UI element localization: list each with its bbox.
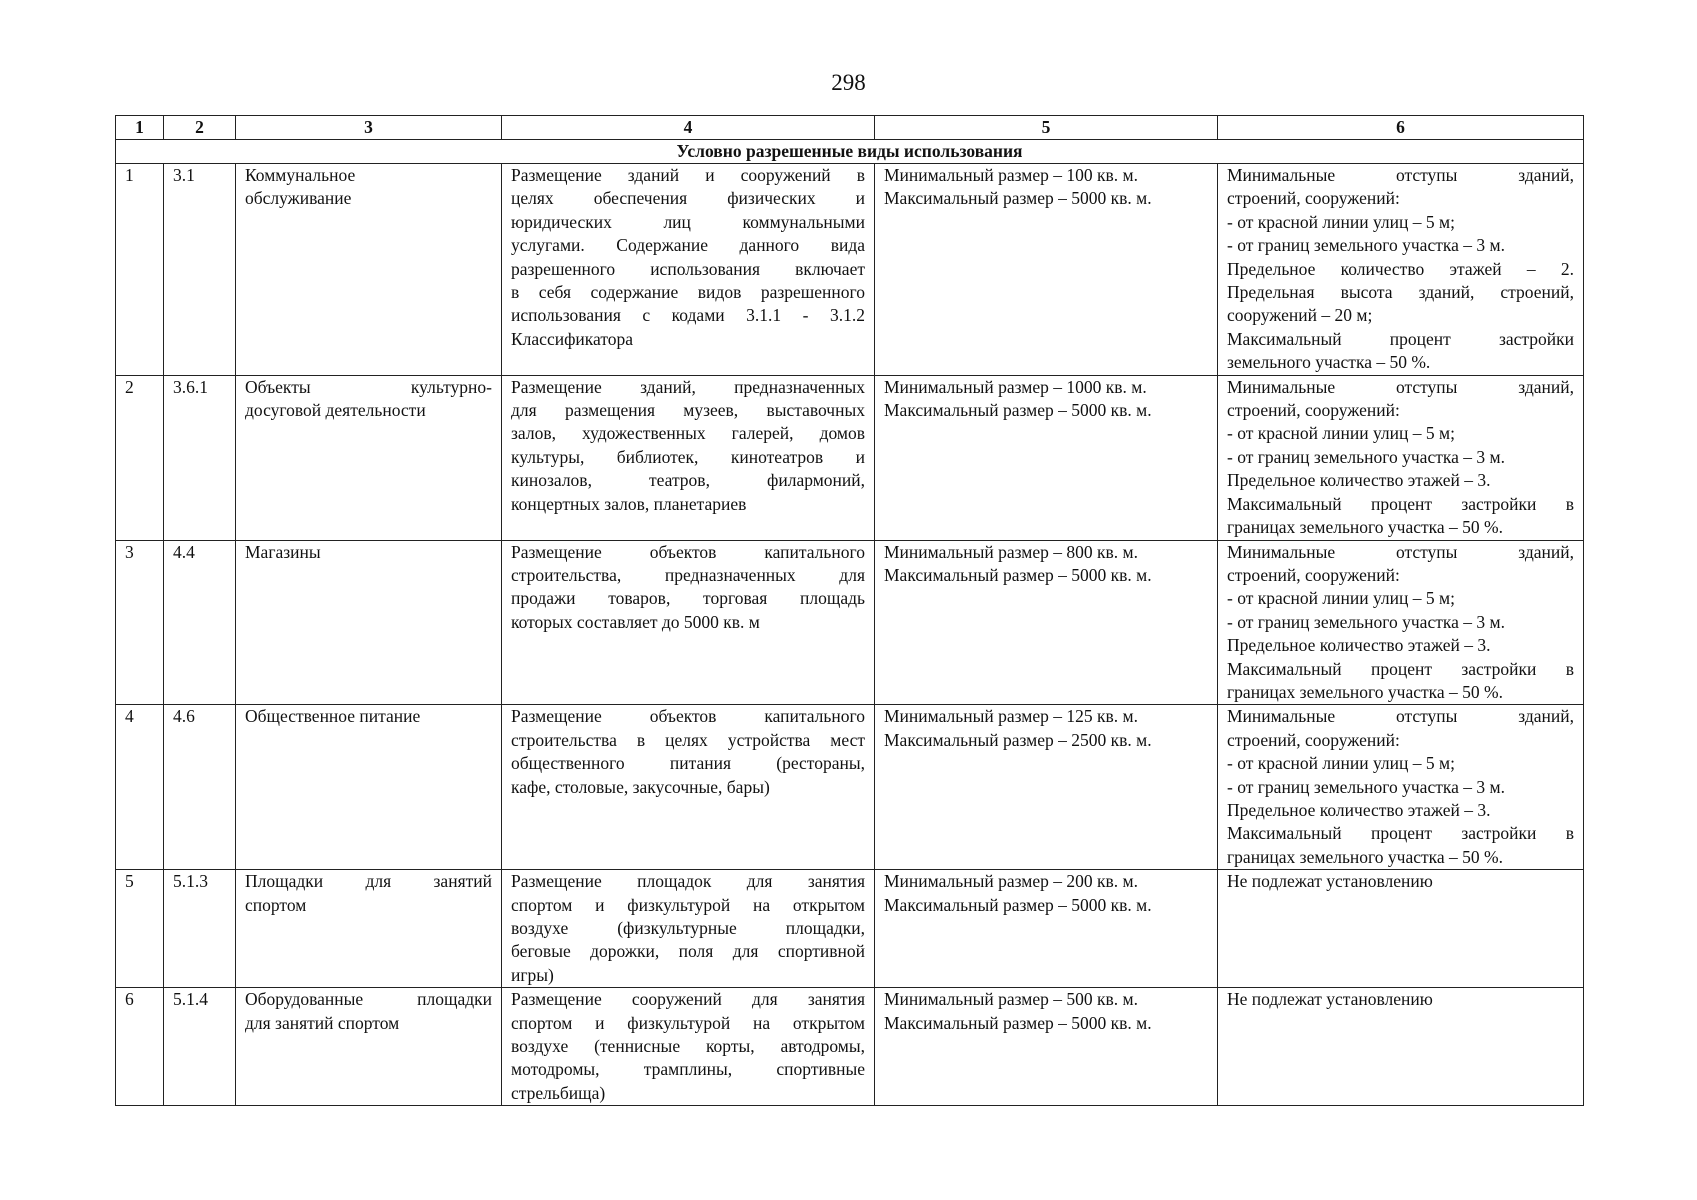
classifier-code: 5.1.4 bbox=[164, 988, 236, 1106]
construction-parameters-line: Минимальные отступы зданий, bbox=[1227, 541, 1574, 562]
construction-parameters-line: Не подлежат установлению bbox=[1227, 989, 1433, 1010]
header-col-5: 5 bbox=[875, 116, 1218, 140]
construction-parameters-line: Минимальные отступы зданий, bbox=[1227, 376, 1574, 397]
plot-size-limits-line: Максимальный размер – 5000 кв. м. bbox=[884, 1012, 1152, 1033]
use-type-name-line: Площадки для занятий bbox=[245, 871, 492, 892]
use-description bbox=[502, 705, 875, 870]
construction-parameters bbox=[1218, 870, 1584, 988]
construction-parameters-line: Предельное количество этажей – 3. bbox=[1227, 799, 1491, 820]
use-description-line: которых составляет до 5000 кв. м bbox=[511, 611, 760, 632]
use-description-line: беговые дорожки, поля для спортивной bbox=[511, 941, 865, 962]
use-description bbox=[502, 540, 875, 705]
plot-size-limits bbox=[875, 375, 1218, 540]
use-type-name-line: обслуживание bbox=[245, 188, 352, 209]
use-description bbox=[502, 164, 875, 376]
construction-parameters-line: Минимальные отступы зданий, bbox=[1227, 706, 1574, 727]
use-type-name-line: Коммунальное bbox=[245, 165, 356, 185]
use-type-name bbox=[236, 705, 502, 870]
construction-parameters-line: Предельное количество этажей – 2. bbox=[1227, 258, 1574, 279]
header-col-4: 4 bbox=[502, 116, 875, 140]
row-number: 4 bbox=[116, 705, 164, 870]
use-description-line: разрешенного использования включает bbox=[511, 258, 865, 279]
plot-size-limits-line: Максимальный размер – 5000 кв. м. bbox=[884, 564, 1152, 585]
row-number: 1 bbox=[116, 164, 164, 376]
plot-size-limits bbox=[875, 870, 1218, 988]
construction-parameters bbox=[1218, 540, 1584, 705]
construction-parameters-line: строений, сооружений: bbox=[1227, 188, 1400, 209]
use-description-line: общественного питания (рестораны, bbox=[511, 753, 865, 774]
use-description-line: Размещение объектов капитального bbox=[511, 706, 865, 727]
classifier-code: 3.1 bbox=[164, 164, 236, 376]
use-description-line: Размещение площадок для занятия bbox=[511, 871, 865, 892]
construction-parameters-line: Максимальный процент застройки в bbox=[1227, 493, 1574, 514]
use-description-line: кинозалов, театров, филармоний, bbox=[511, 470, 865, 491]
plot-size-limits-line: Максимальный размер – 2500 кв. м. bbox=[884, 729, 1152, 750]
row-number: 2 bbox=[116, 375, 164, 540]
use-description bbox=[502, 375, 875, 540]
construction-parameters-line: Предельное количество этажей – 3. bbox=[1227, 635, 1491, 656]
header-col-2: 2 bbox=[164, 116, 236, 140]
use-description-line: строительства, предназначенных для bbox=[511, 564, 865, 585]
construction-parameters-line: Максимальный процент застройки bbox=[1227, 328, 1574, 349]
construction-parameters-line: Максимальный процент застройки в bbox=[1227, 658, 1574, 679]
table-row bbox=[116, 870, 1584, 988]
construction-parameters bbox=[1218, 705, 1584, 870]
plot-size-limits-line: Минимальный размер – 500 кв. м. bbox=[884, 989, 1138, 1010]
section-title: Условно разрешенные виды использования bbox=[116, 140, 1584, 164]
construction-parameters-line: - от границ земельного участка – 3 м. bbox=[1227, 446, 1505, 467]
construction-parameters-line: строений, сооружений: bbox=[1227, 564, 1400, 585]
construction-parameters-line: Максимальный процент застройки в bbox=[1227, 823, 1574, 844]
construction-parameters-line: Минимальные отступы зданий, bbox=[1227, 165, 1574, 185]
use-description-line: воздухе (физкультурные площадки, bbox=[511, 918, 865, 938]
plot-size-limits bbox=[875, 705, 1218, 870]
construction-parameters-line: - от красной линии улиц – 5 м; bbox=[1227, 588, 1455, 609]
use-description-line: воздухе (теннисные корты, автодромы, bbox=[511, 1036, 865, 1057]
use-description-line: игры) bbox=[511, 964, 554, 985]
row-number: 3 bbox=[116, 540, 164, 705]
table-body bbox=[116, 140, 1584, 1106]
use-description-line: залов, художественных галерей, домов bbox=[511, 423, 865, 444]
classifier-code: 4.4 bbox=[164, 540, 236, 705]
table-row bbox=[116, 540, 1584, 705]
row-number: 5 bbox=[116, 870, 164, 988]
use-description-line: Размещение сооружений для занятия bbox=[511, 989, 865, 1010]
use-type-name-line: спортом bbox=[245, 894, 307, 915]
plot-size-limits-line: Минимальный размер – 125 кв. м. bbox=[884, 706, 1138, 727]
plot-size-limits-line: Минимальный размер – 200 кв. м. bbox=[884, 871, 1138, 892]
table-row bbox=[116, 988, 1584, 1106]
plot-size-limits-line: Максимальный размер – 5000 кв. м. bbox=[884, 188, 1152, 209]
construction-parameters-line: границах земельного участка – 50 %. bbox=[1227, 517, 1503, 538]
construction-parameters-line: земельного участка – 50 %. bbox=[1227, 352, 1431, 373]
construction-parameters-line: строений, сооружений: bbox=[1227, 729, 1400, 750]
construction-parameters bbox=[1218, 988, 1584, 1106]
table-row bbox=[116, 164, 1584, 376]
construction-parameters-line: - от красной линии улиц – 5 м; bbox=[1227, 753, 1455, 774]
classifier-code: 3.6.1 bbox=[164, 375, 236, 540]
use-description-line: в себя содержание видов разрешенного bbox=[511, 282, 865, 303]
construction-parameters-line: границах земельного участка – 50 %. bbox=[1227, 846, 1503, 867]
table-row bbox=[116, 705, 1584, 870]
construction-parameters-line: - от границ земельного участка – 3 м. bbox=[1227, 611, 1505, 632]
page-number: 298 bbox=[831, 70, 866, 95]
construction-parameters-line: сооружений – 20 м; bbox=[1227, 305, 1373, 326]
use-description-line: целях обеспечения физических и bbox=[511, 188, 865, 209]
construction-parameters-line: Предельное количество этажей – 3. bbox=[1227, 470, 1491, 491]
plot-size-limits bbox=[875, 164, 1218, 376]
construction-parameters-line: границах земельного участка – 50 %. bbox=[1227, 681, 1503, 702]
use-description-line: строительства в целях устройства мест bbox=[511, 729, 865, 750]
use-type-name-line: досуговой деятельности bbox=[245, 400, 426, 421]
use-type-name-line: для занятий спортом bbox=[245, 1012, 400, 1033]
header-col-1: 1 bbox=[116, 116, 164, 140]
construction-parameters-line: - от красной линии улиц – 5 м; bbox=[1227, 211, 1455, 232]
use-type-name bbox=[236, 988, 502, 1106]
construction-parameters-line: Предельная высота зданий, строений, bbox=[1227, 282, 1574, 303]
classifier-code: 4.6 bbox=[164, 705, 236, 870]
plot-size-limits-line: Максимальный размер – 5000 кв. м. bbox=[884, 894, 1152, 915]
construction-parameters-line: - от красной линии улиц – 5 м; bbox=[1227, 423, 1455, 444]
table-row bbox=[116, 375, 1584, 540]
construction-parameters-line: - от границ земельного участка – 3 м. bbox=[1227, 776, 1505, 797]
construction-parameters bbox=[1218, 375, 1584, 540]
plot-size-limits-line: Минимальный размер – 100 кв. м. bbox=[884, 165, 1138, 185]
use-type-name bbox=[236, 164, 502, 376]
use-type-name bbox=[236, 870, 502, 988]
plot-size-limits bbox=[875, 540, 1218, 705]
use-description-line: Размещение зданий и сооружений в bbox=[511, 165, 865, 185]
use-description-line: услугами. Содержание данного вида bbox=[511, 235, 865, 256]
use-description-line: юридических лиц коммунальными bbox=[511, 211, 865, 232]
construction-parameters-line: Не подлежат установлению bbox=[1227, 871, 1433, 892]
use-type-name-line: Магазины bbox=[245, 541, 321, 562]
use-description-line: спортом и физкультурой на открытом bbox=[511, 894, 865, 915]
plot-size-limits bbox=[875, 988, 1218, 1106]
use-description-line: использования с кодами 3.1.1 - 3.1.2 bbox=[511, 305, 865, 326]
header-col-3: 3 bbox=[236, 116, 502, 140]
use-description-line: продажи товаров, торговая площадь bbox=[511, 588, 865, 609]
use-description bbox=[502, 870, 875, 988]
section-row bbox=[116, 140, 1584, 164]
use-description-line: для размещения музеев, выставочных bbox=[511, 400, 865, 421]
use-type-name-line: Общественное питание bbox=[245, 706, 421, 727]
plot-size-limits-line: Максимальный размер – 5000 кв. м. bbox=[884, 400, 1152, 421]
classifier-code: 5.1.3 bbox=[164, 870, 236, 988]
use-type-name bbox=[236, 375, 502, 540]
use-description-line: Размещение зданий, предназначенных bbox=[511, 376, 865, 397]
land-use-table bbox=[115, 115, 1584, 1106]
use-type-name-line: Оборудованные площадки bbox=[245, 989, 492, 1010]
table-header bbox=[116, 116, 1584, 140]
use-description-line: Размещение объектов капитального bbox=[511, 541, 865, 562]
use-description bbox=[502, 988, 875, 1106]
header-col-6: 6 bbox=[1218, 116, 1584, 140]
use-description-line: спортом и физкультурой на открытом bbox=[511, 1012, 865, 1033]
use-description-line: Классификатора bbox=[511, 328, 634, 349]
use-description-line: концертных залов, планетариев bbox=[511, 493, 747, 514]
use-description-line: стрельбища) bbox=[511, 1082, 606, 1103]
plot-size-limits-line: Минимальный размер – 800 кв. м. bbox=[884, 541, 1138, 562]
row-number: 6 bbox=[116, 988, 164, 1106]
use-type-name-line: Объекты культурно- bbox=[245, 376, 492, 397]
construction-parameters-line: строений, сооружений: bbox=[1227, 400, 1400, 421]
plot-size-limits-line: Минимальный размер – 1000 кв. м. bbox=[884, 376, 1147, 397]
construction-parameters bbox=[1218, 164, 1584, 376]
construction-parameters-line: - от границ земельного участка – 3 м. bbox=[1227, 235, 1505, 256]
use-description-line: кафе, столовые, закусочные, бары) bbox=[511, 776, 770, 797]
use-type-name bbox=[236, 540, 502, 705]
use-description-line: мотодромы, трамплины, спортивные bbox=[511, 1059, 865, 1080]
use-description-line: культуры, библиотек, кинотеатров и bbox=[511, 446, 865, 467]
